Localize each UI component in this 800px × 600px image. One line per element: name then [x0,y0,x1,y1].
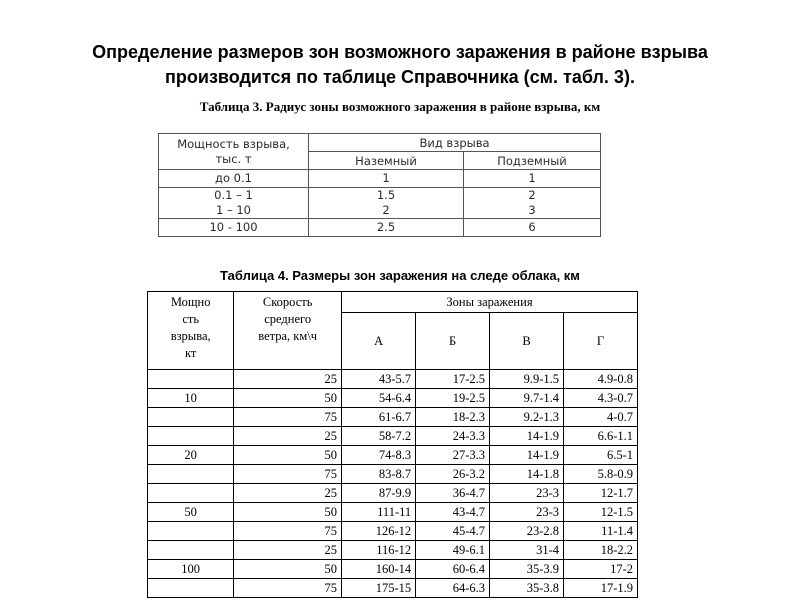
table4-header-power-line: Мощно [170,295,211,309]
table4-header-power-line: сть [182,312,200,326]
table4-zone-value: 116-12 [341,541,415,560]
table4-power-cell [148,370,234,389]
table4-zone-value: 23-3 [489,484,563,503]
table4-power-cell: 10 [148,389,234,408]
table3-power-cell-line: 0.1 – 1 [214,188,253,202]
table3-power-cell-line: 10 - 100 [209,220,258,234]
table4-zone-value: 35-3.8 [489,579,563,598]
table4-zone-value: 126-12 [341,522,415,541]
table3-ground-cell [309,219,464,237]
table4-zone-value: 18-2.3 [416,408,490,427]
table4-speed-cell: 25 [234,541,342,560]
table4-zone-value: 24-3.3 [416,427,490,446]
table4-row [148,579,638,598]
table4-row [148,389,638,408]
table4-zone-value: 14-1.9 [489,427,563,446]
table4-row [148,560,638,579]
table4-zone-value: 9.2-1.3 [489,408,563,427]
table3-ground-cell [309,188,464,219]
table4-zone-value: 45-4.7 [416,522,490,541]
table4-zone-value: 19-2.5 [416,389,490,408]
table4-zone-value: 27-3.3 [416,446,490,465]
table3-power-cell [159,170,309,188]
table4-speed-cell: 75 [234,579,342,598]
table4-speed-cell: 75 [234,522,342,541]
table4-zone-value: 11-1.4 [563,522,637,541]
table4-speed-cell: 50 [234,446,342,465]
table3-header-underground: Подземный [464,152,601,170]
table4-row [148,503,638,522]
heading-line-2: производится по таблице Справочника (см. табл. 3). [165,67,635,87]
table4-zone-value: 83-8.7 [341,465,415,484]
table4-zone-value: 61-6.7 [341,408,415,427]
table3-under-cell-line: 3 [528,203,536,217]
table4-zone-value: 23-2.8 [489,522,563,541]
table3-under-cell [464,219,601,237]
table4-header-zones: Зоны заражения [341,292,637,313]
table4-speed-cell: 75 [234,408,342,427]
table3-power-cell [159,188,309,219]
table4-zone-value: 4.9-0.8 [563,370,637,389]
table3-row [159,219,601,237]
table3 [158,133,601,237]
table3-body [159,170,601,237]
table4-zone-value: 60-6.4 [416,560,490,579]
table4-zone-value: 6.5-1 [563,446,637,465]
table4-power-cell: 20 [148,446,234,465]
table3-ground-cell-line: 1 [382,171,390,185]
table4-power-cell [148,427,234,446]
table3-power-cell-line: до 0.1 [215,171,252,185]
table4-speed-cell: 25 [234,370,342,389]
table3-power-cell [159,219,309,237]
table4-row [148,522,638,541]
table3-under-cell-line: 2 [528,188,536,202]
table4-zone-value: 9.9-1.5 [489,370,563,389]
table4-power-cell: 50 [148,503,234,522]
table3-ground-cell [309,170,464,188]
table4-body [148,370,638,598]
table4-zone-value: 26-3.2 [416,465,490,484]
table4-zone-value: 64-6.3 [416,579,490,598]
table4-zone-value: 43-5.7 [341,370,415,389]
table4-zone-value: 36-4.7 [416,484,490,503]
table4-power-cell [148,522,234,541]
table4-speed-cell: 50 [234,560,342,579]
heading-line-1: Определение размеров зон возможного заражения в районе взрыва [92,42,708,62]
table4-zone-value: 4-0.7 [563,408,637,427]
table3-header-power [159,134,309,170]
table4-power-cell [148,579,234,598]
table3-ground-cell-line: 2.5 [376,220,396,234]
table4-zone-value: 58-7.2 [341,427,415,446]
table4-header-speed-line: Скорость [262,295,313,309]
table4-zone-value: 5.8-0.9 [563,465,637,484]
table4-zone-value: 6.6-1.1 [563,427,637,446]
table4-power-cell [148,465,234,484]
table4-header-speed-line: ветра, км\ч [258,329,318,343]
table4-row [148,408,638,427]
table4-zone-value: 17-2.5 [416,370,490,389]
table3-under-cell [464,188,601,219]
table3-caption: Таблица 3. Радиус зоны возможного заражения в районе взрыва, км [199,99,601,114]
table3-header-ground: Наземный [309,152,464,170]
table4-row [148,446,638,465]
table4-zone-value: 111-11 [341,503,415,522]
table4-zone-value: 14-1.8 [489,465,563,484]
table4-zone-value: 35-3.9 [489,560,563,579]
table4-power-cell: 100 [148,560,234,579]
table4-zone-header: А [341,313,415,370]
table4-zone-header: Г [563,313,637,370]
table4-zone-header: В [489,313,563,370]
table4-header-power-line: взрыва, [170,329,211,343]
table3-under-cell-line: 6 [528,220,536,234]
table4-power-cell [148,541,234,560]
table3-row [159,170,601,188]
table4-header-row [148,292,638,313]
table4-zone-value: 74-8.3 [341,446,415,465]
table4-zone-value: 12-1.7 [563,484,637,503]
table4-header-speed-line: среднего [264,312,312,326]
table3-header-power-line: Мощность взрыва, [177,136,290,151]
table3-ground-cell-line: 2 [382,203,390,217]
table4-zone-value: 160-14 [341,560,415,579]
table4-zone-value: 175-15 [341,579,415,598]
table4-zone-value: 31-4 [489,541,563,560]
table3-header-power-line: тыс. т [215,151,252,166]
table3-ground-cell-line: 1.5 [376,188,396,202]
table4-zone-value: 43-4.7 [416,503,490,522]
table4-row [148,465,638,484]
table4-zone-value: 23-3 [489,503,563,522]
table4-speed-cell: 50 [234,503,342,522]
table4-zone-value: 12-1.5 [563,503,637,522]
table4-header-speed [234,292,342,370]
table4-power-cell [148,484,234,503]
table4-speed-cell: 25 [234,484,342,503]
table4-row [148,427,638,446]
table4-header-power [148,292,234,370]
table4-zone-value: 49-6.1 [416,541,490,560]
table4-header-power-line: кт [184,346,197,360]
table4-speed-cell: 50 [234,389,342,408]
table4-zone-value: 4.3-0.7 [563,389,637,408]
table3-row [159,188,601,219]
table4-zone-value: 18-2.2 [563,541,637,560]
slide-heading [0,40,800,90]
table3-under-cell [464,170,601,188]
table3-header-row [159,134,601,152]
table3-power-cell-line: 1 – 10 [215,203,251,217]
table4-caption: Таблица 4. Размеры зон заражения на следе облака, км [220,268,580,283]
table4-zone-value: 87-9.9 [341,484,415,503]
table3-under-cell-line: 1 [528,171,536,185]
table4-power-cell [148,408,234,427]
table4 [147,291,638,598]
table4-speed-cell: 25 [234,427,342,446]
table4-zone-value: 14-1.9 [489,446,563,465]
table4-zone-header: Б [416,313,490,370]
table4-row [148,541,638,560]
table3-header-type: Вид взрыва [309,134,601,152]
table4-row [148,484,638,503]
table4-zone-value: 54-6.4 [341,389,415,408]
table4-zone-value: 17-2 [563,560,637,579]
table4-zone-value: 9.7-1.4 [489,389,563,408]
table4-row [148,370,638,389]
table4-speed-cell: 75 [234,465,342,484]
table4-zone-value: 17-1.9 [563,579,637,598]
